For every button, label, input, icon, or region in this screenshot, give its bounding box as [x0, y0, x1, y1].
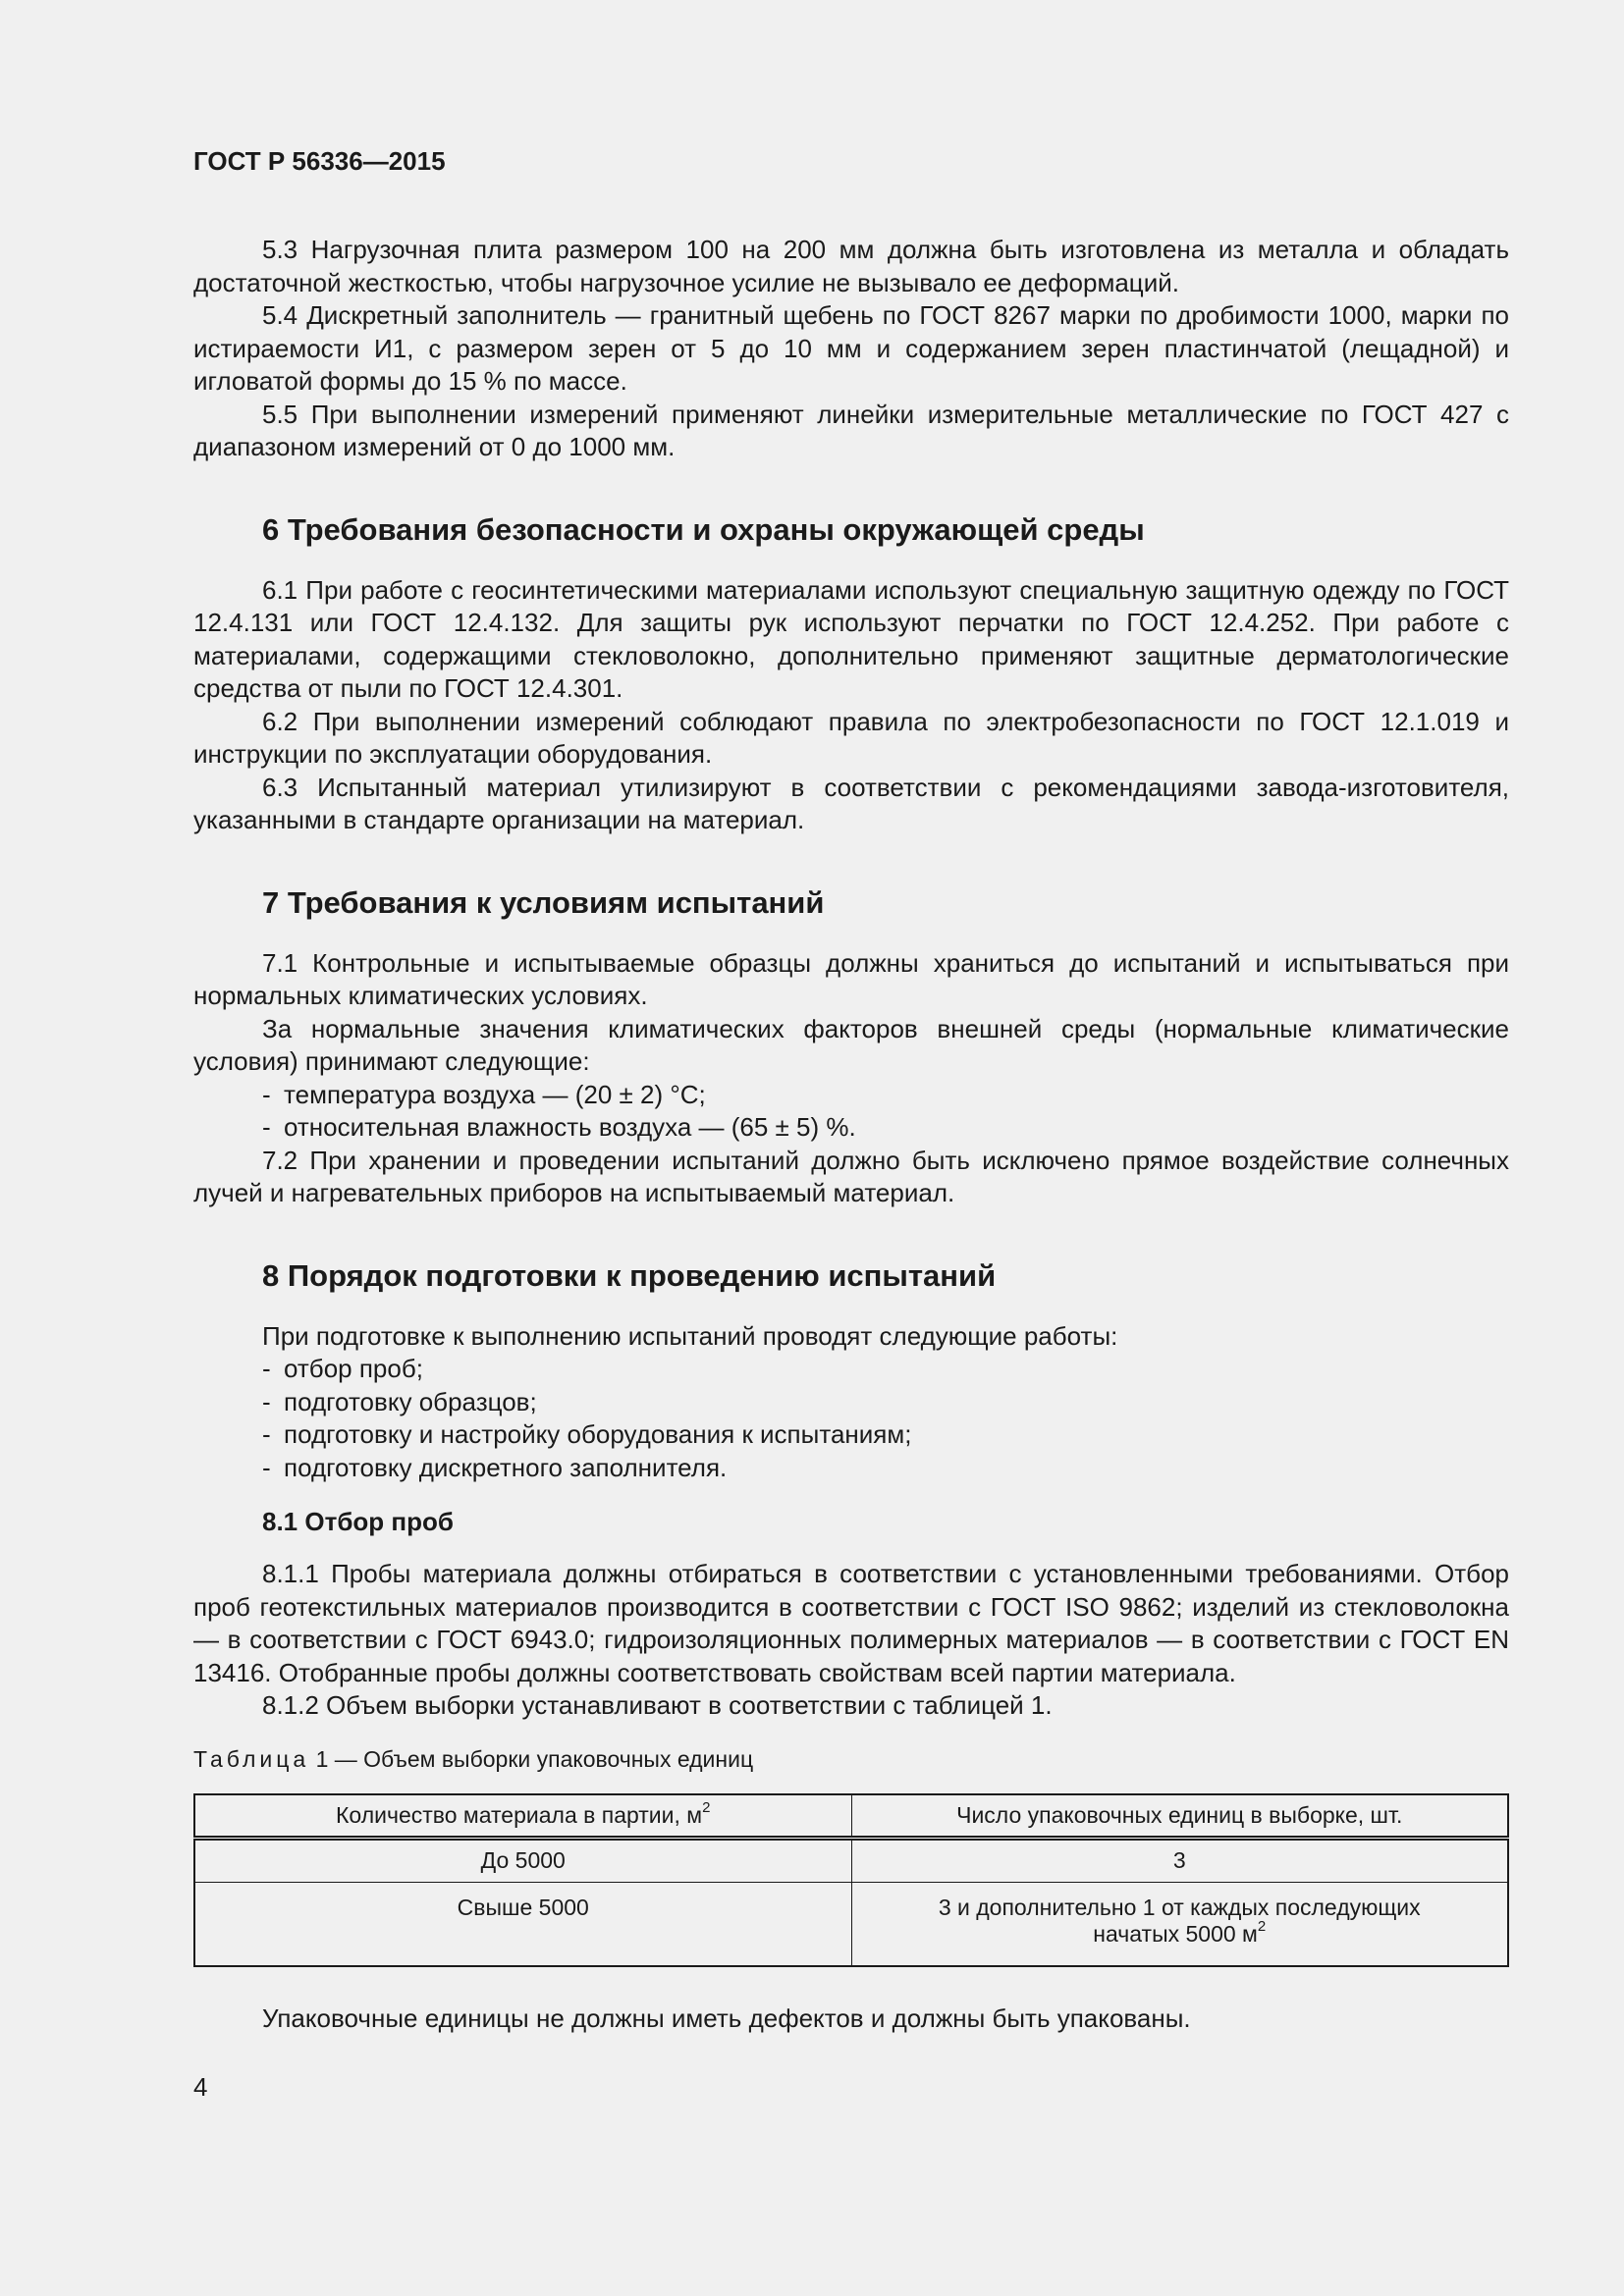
table-cell: Свыше 5000	[194, 1882, 851, 1966]
list-item: - подготовку и настройку оборудования к испытаниям;	[262, 1419, 912, 1449]
list-item: - температура воздуха — (20 ± 2) °С;	[262, 1079, 706, 1109]
paragraph-5-3: 5.3 Нагрузочная плита размером 100 на 200 мм должна быть изготовлена из металла и обладать достаточной жесткостью, чтобы нагрузочное усилие не вызывало ее деформаций.	[193, 235, 1509, 297]
table-header-cell: Количество материала в партии, $м^2$	[194, 1794, 851, 1839]
paragraph-8-intro: При подготовке к выполнению испытаний проводят следующие работы:	[262, 1320, 1118, 1351]
paragraph-5-4: 5.4 Дискретный заполнитель — гранитный щебень по ГОСТ 8267 марки по дробимости 1000, марки по истираемости И1, с размером зерен от 5 до 10 мм и содержанием зерен пластинчатой (лещадной) и игловатой формы до 15 % по массе.	[193, 300, 1509, 396]
table-cell: 3 и дополнительно 1 от каждых последующих начатых 5000 $м^2$	[851, 1882, 1508, 1966]
list-item: - подготовку дискретного заполнителя.	[262, 1452, 728, 1482]
paragraph-after-table: Упаковочные единицы не должны иметь дефектов и должны быть упакованы.	[262, 2002, 1191, 2033]
paragraph-8-1-2: 8.1.2 Объем выборки устанавливают в соответствии с таблицей 1.	[262, 1690, 1053, 1720]
page-number: 4	[193, 2072, 208, 2102]
section-6-heading: 6 Требования безопасности и охраны окружающей среды	[262, 511, 1145, 547]
table-row	[194, 1882, 1508, 1966]
list-item: - подготовку образцов;	[262, 1386, 537, 1416]
document-header: ГОСТ Р 56336—2015	[193, 146, 446, 176]
table-cell: До 5000	[194, 1838, 851, 1882]
table-header-row	[194, 1794, 1508, 1839]
paragraph-6-2: 6.2 При выполнении измерений соблюдают правила по электробезопасности по ГОСТ 12.1.019 и инструкции по эксплуатации оборудования.	[193, 706, 1509, 769]
table-header-cell: Число упаковочных единиц в выборке, шт.	[851, 1794, 1508, 1839]
list-item: - относительная влажность воздуха — (65 ± 5) %.	[262, 1112, 856, 1142]
table-caption: Таблица 1 — Объем выборки упаковочных единиц	[193, 1745, 754, 1772]
paragraph-6-3: 6.3 Испытанный материал утилизируют в соответствии с рекомендациями завода-изготовителя, указанными в стандарте организации на материал.	[193, 772, 1509, 834]
table-cell: 3	[851, 1838, 1508, 1882]
paragraph-7-1-conditions: За нормальные значения климатических факторов внешней среды (нормальные климатические условия) принимают следующие:	[193, 1013, 1509, 1076]
paragraph-6-1: 6.1 При работе с геосинтетическими материалами используют специальную защитную одежду по ГОСТ 12.4.131 или ГОСТ 12.4.132. Для защиты рук используют перчатки по ГОСТ 12.4.252. При работе с материалами, содержащими стекловолокно, дополнительно применяют защитные дерматологические средства от пыли по ГОСТ 12.4.301.	[193, 574, 1509, 703]
section-7-heading: 7 Требования к условиям испытаний	[262, 884, 825, 920]
section-8-heading: 8 Порядок подготовки к проведению испытаний	[262, 1257, 997, 1293]
document-page	[193, 145, 1509, 2035]
paragraph-7-1: 7.1 Контрольные и испытываемые образцы должны храниться до испытаний и испытываться при нормальных климатических условиях.	[193, 947, 1509, 1010]
table-row	[194, 1838, 1508, 1882]
list-item: - отбор проб;	[262, 1354, 423, 1383]
subsection-8-1-heading: 8.1 Отбор проб	[262, 1507, 454, 1536]
paragraph-5-5: 5.5 При выполнении измерений применяют линейки измерительные металлические по ГОСТ 427 с диапазоном измерений от 0 до 1000 мм.	[193, 399, 1509, 461]
sample-size-table	[193, 1793, 1509, 1967]
paragraph-7-2: 7.2 При хранении и проведении испытаний должно быть исключено прямое воздействие солнечных лучей и нагревательных приборов на испытываемый материал.	[193, 1145, 1509, 1207]
paragraph-8-1-1: 8.1.1 Пробы материала должны отбираться в соответствии с установленными требованиями. Отбор проб геотекстильных материалов производится в соответствии с ГОСТ ISO 9862; изделий из стекловолокна — в соответствии с ГОСТ 6943.0; гидроизоляционных полимерных материалов — в соответствии с ГОСТ EN 13416. Отобранные пробы должны соответствовать свойствам всей партии материала.	[193, 1559, 1509, 1687]
